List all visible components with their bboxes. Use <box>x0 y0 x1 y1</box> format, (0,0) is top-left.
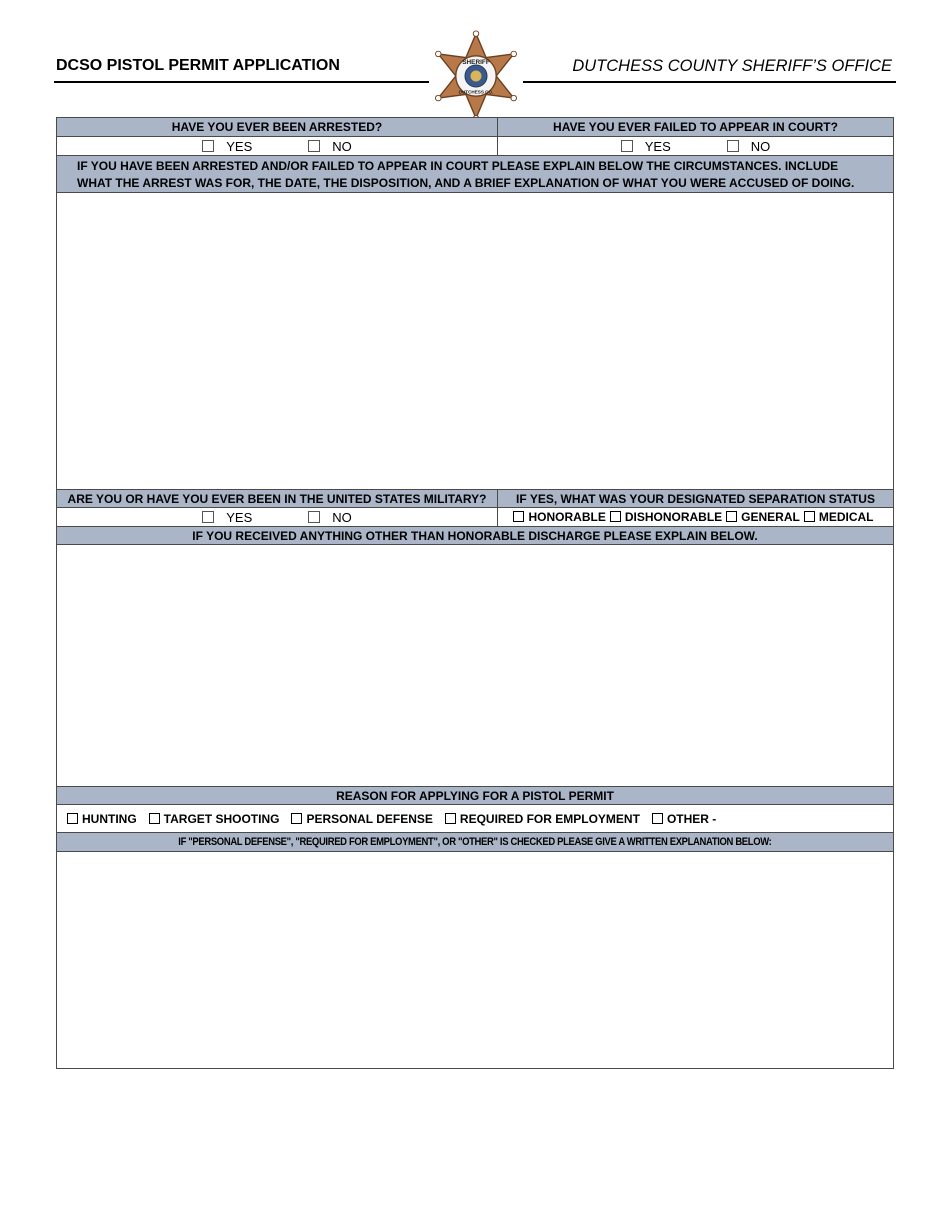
form-title: DCSO PISTOL PERMIT APPLICATION <box>56 57 340 74</box>
checkbox-icon[interactable] <box>202 511 214 523</box>
discharge-instruction-row <box>57 527 893 545</box>
checkbox-icon[interactable] <box>308 511 320 523</box>
option-label: PERSONAL DEFENSE <box>306 811 433 826</box>
arrested-yes-option[interactable] <box>202 139 252 154</box>
yes-label: YES <box>644 138 671 154</box>
fta-question: HAVE YOU EVER FAILED TO APPEAR IN COURT? <box>497 118 893 136</box>
arrested-answer <box>57 137 497 155</box>
fta-yes-option[interactable] <box>621 139 671 154</box>
agency-name: DUTCHESS COUNTY SHERIFF’S OFFICE <box>572 57 892 75</box>
separation-options <box>497 508 893 526</box>
badge-text-top: SHERIFF <box>462 59 490 67</box>
no-label: NO <box>332 138 352 154</box>
reason-explain-instruction: IF "PERSONAL DEFENSE", "REQUIRED FOR EMPLOYMENT", OR "OTHER" IS CHECKED PLEASE GIVE A WRITTEN EXPLANATION BELOW: <box>178 836 772 848</box>
reason-explanation-field[interactable] <box>57 852 893 1068</box>
arrest-question-row <box>57 118 893 137</box>
military-yes-option[interactable] <box>202 510 252 525</box>
no-label: NO <box>332 509 352 525</box>
sheriff-star-badge-icon <box>430 30 522 122</box>
separation-honorable-option[interactable] <box>513 510 605 524</box>
separation-general-option[interactable] <box>726 510 800 524</box>
checkbox-icon[interactable] <box>291 813 302 824</box>
arrest-answer-row <box>57 137 893 156</box>
checkbox-icon[interactable] <box>726 511 737 522</box>
reason-heading: REASON FOR APPLYING FOR A PISTOL PERMIT <box>336 788 614 803</box>
checkbox-icon[interactable] <box>67 813 78 824</box>
checkbox-icon[interactable] <box>727 140 739 152</box>
arrest-explanation-row <box>57 193 893 490</box>
reason-other-option[interactable] <box>652 812 716 826</box>
header-rule-right <box>523 81 896 83</box>
military-question: ARE YOU OR HAVE YOU EVER BEEN IN THE UNITED STATES MILITARY? <box>57 490 497 507</box>
reason-personal-defense-option[interactable] <box>291 812 432 826</box>
discharge-instruction: IF YOU RECEIVED ANYTHING OTHER THAN HONORABLE DISCHARGE PLEASE EXPLAIN BELOW. <box>192 528 758 543</box>
checkbox-icon[interactable] <box>513 511 524 522</box>
reason-employment-option[interactable] <box>445 812 640 826</box>
checkbox-icon[interactable] <box>149 813 160 824</box>
discharge-explanation-field[interactable] <box>57 545 893 786</box>
header-rule-left <box>54 81 429 83</box>
yes-label: YES <box>226 138 253 154</box>
checkbox-icon[interactable] <box>445 813 456 824</box>
application-form <box>56 117 894 1069</box>
checkbox-icon[interactable] <box>621 140 633 152</box>
military-answer-row <box>57 508 893 527</box>
checkbox-icon[interactable] <box>610 511 621 522</box>
reason-explanation-row <box>57 852 893 1068</box>
arrested-question: HAVE YOU EVER BEEN ARRESTED? <box>57 118 497 136</box>
option-label: OTHER - <box>666 811 717 826</box>
arrest-explanation-field[interactable] <box>57 193 893 489</box>
reason-heading-row <box>57 787 893 805</box>
no-label: NO <box>750 138 771 154</box>
military-no-option[interactable] <box>308 510 352 525</box>
checkbox-icon[interactable] <box>652 813 663 824</box>
arrested-no-option[interactable] <box>308 139 352 154</box>
checkbox-icon[interactable] <box>804 511 815 522</box>
option-label: REQUIRED FOR EMPLOYMENT <box>459 811 640 826</box>
fta-no-option[interactable] <box>727 139 771 154</box>
checkbox-icon[interactable] <box>202 140 214 152</box>
discharge-explanation-row <box>57 545 893 787</box>
option-label: DISHONORABLE <box>624 510 723 524</box>
separation-question: IF YES, WHAT WAS YOUR DESIGNATED SEPARATION STATUS <box>497 490 893 507</box>
option-label: HUNTING <box>82 811 137 826</box>
badge-text-bottom: DUTCHESS CO. <box>458 89 494 95</box>
arrest-instruction-row <box>57 156 893 193</box>
arrest-explain-instruction: IF YOU HAVE BEEN ARRESTED AND/OR FAILED TO APPEAR IN COURT PLEASE EXPLAIN BELOW THE CIRCUMSTANCES. INCLUDE WHAT THE ARREST WAS FOR, THE DATE, THE DISPOSITION, AND A BRIEF EXPLANATION OF WHAT YOU WERE ACCUSED OF DOING. <box>77 159 855 190</box>
reason-options <box>57 805 893 832</box>
separation-medical-option[interactable] <box>804 510 874 524</box>
option-label: TARGET SHOOTING <box>163 811 280 826</box>
reason-hunting-option[interactable] <box>67 812 137 826</box>
military-question-row <box>57 490 893 508</box>
reason-target-shooting-option[interactable] <box>149 812 280 826</box>
military-answer <box>57 508 497 526</box>
fta-answer <box>497 137 893 155</box>
yes-label: YES <box>226 509 253 525</box>
reason-options-row <box>57 805 893 833</box>
reason-instruction-wrap <box>57 833 893 851</box>
checkbox-icon[interactable] <box>308 140 320 152</box>
option-label: GENERAL <box>741 510 800 524</box>
reason-instruction-row <box>57 833 893 852</box>
separation-dishonorable-option[interactable] <box>610 510 722 524</box>
option-label: MEDICAL <box>818 510 874 524</box>
option-label: HONORABLE <box>528 510 606 524</box>
